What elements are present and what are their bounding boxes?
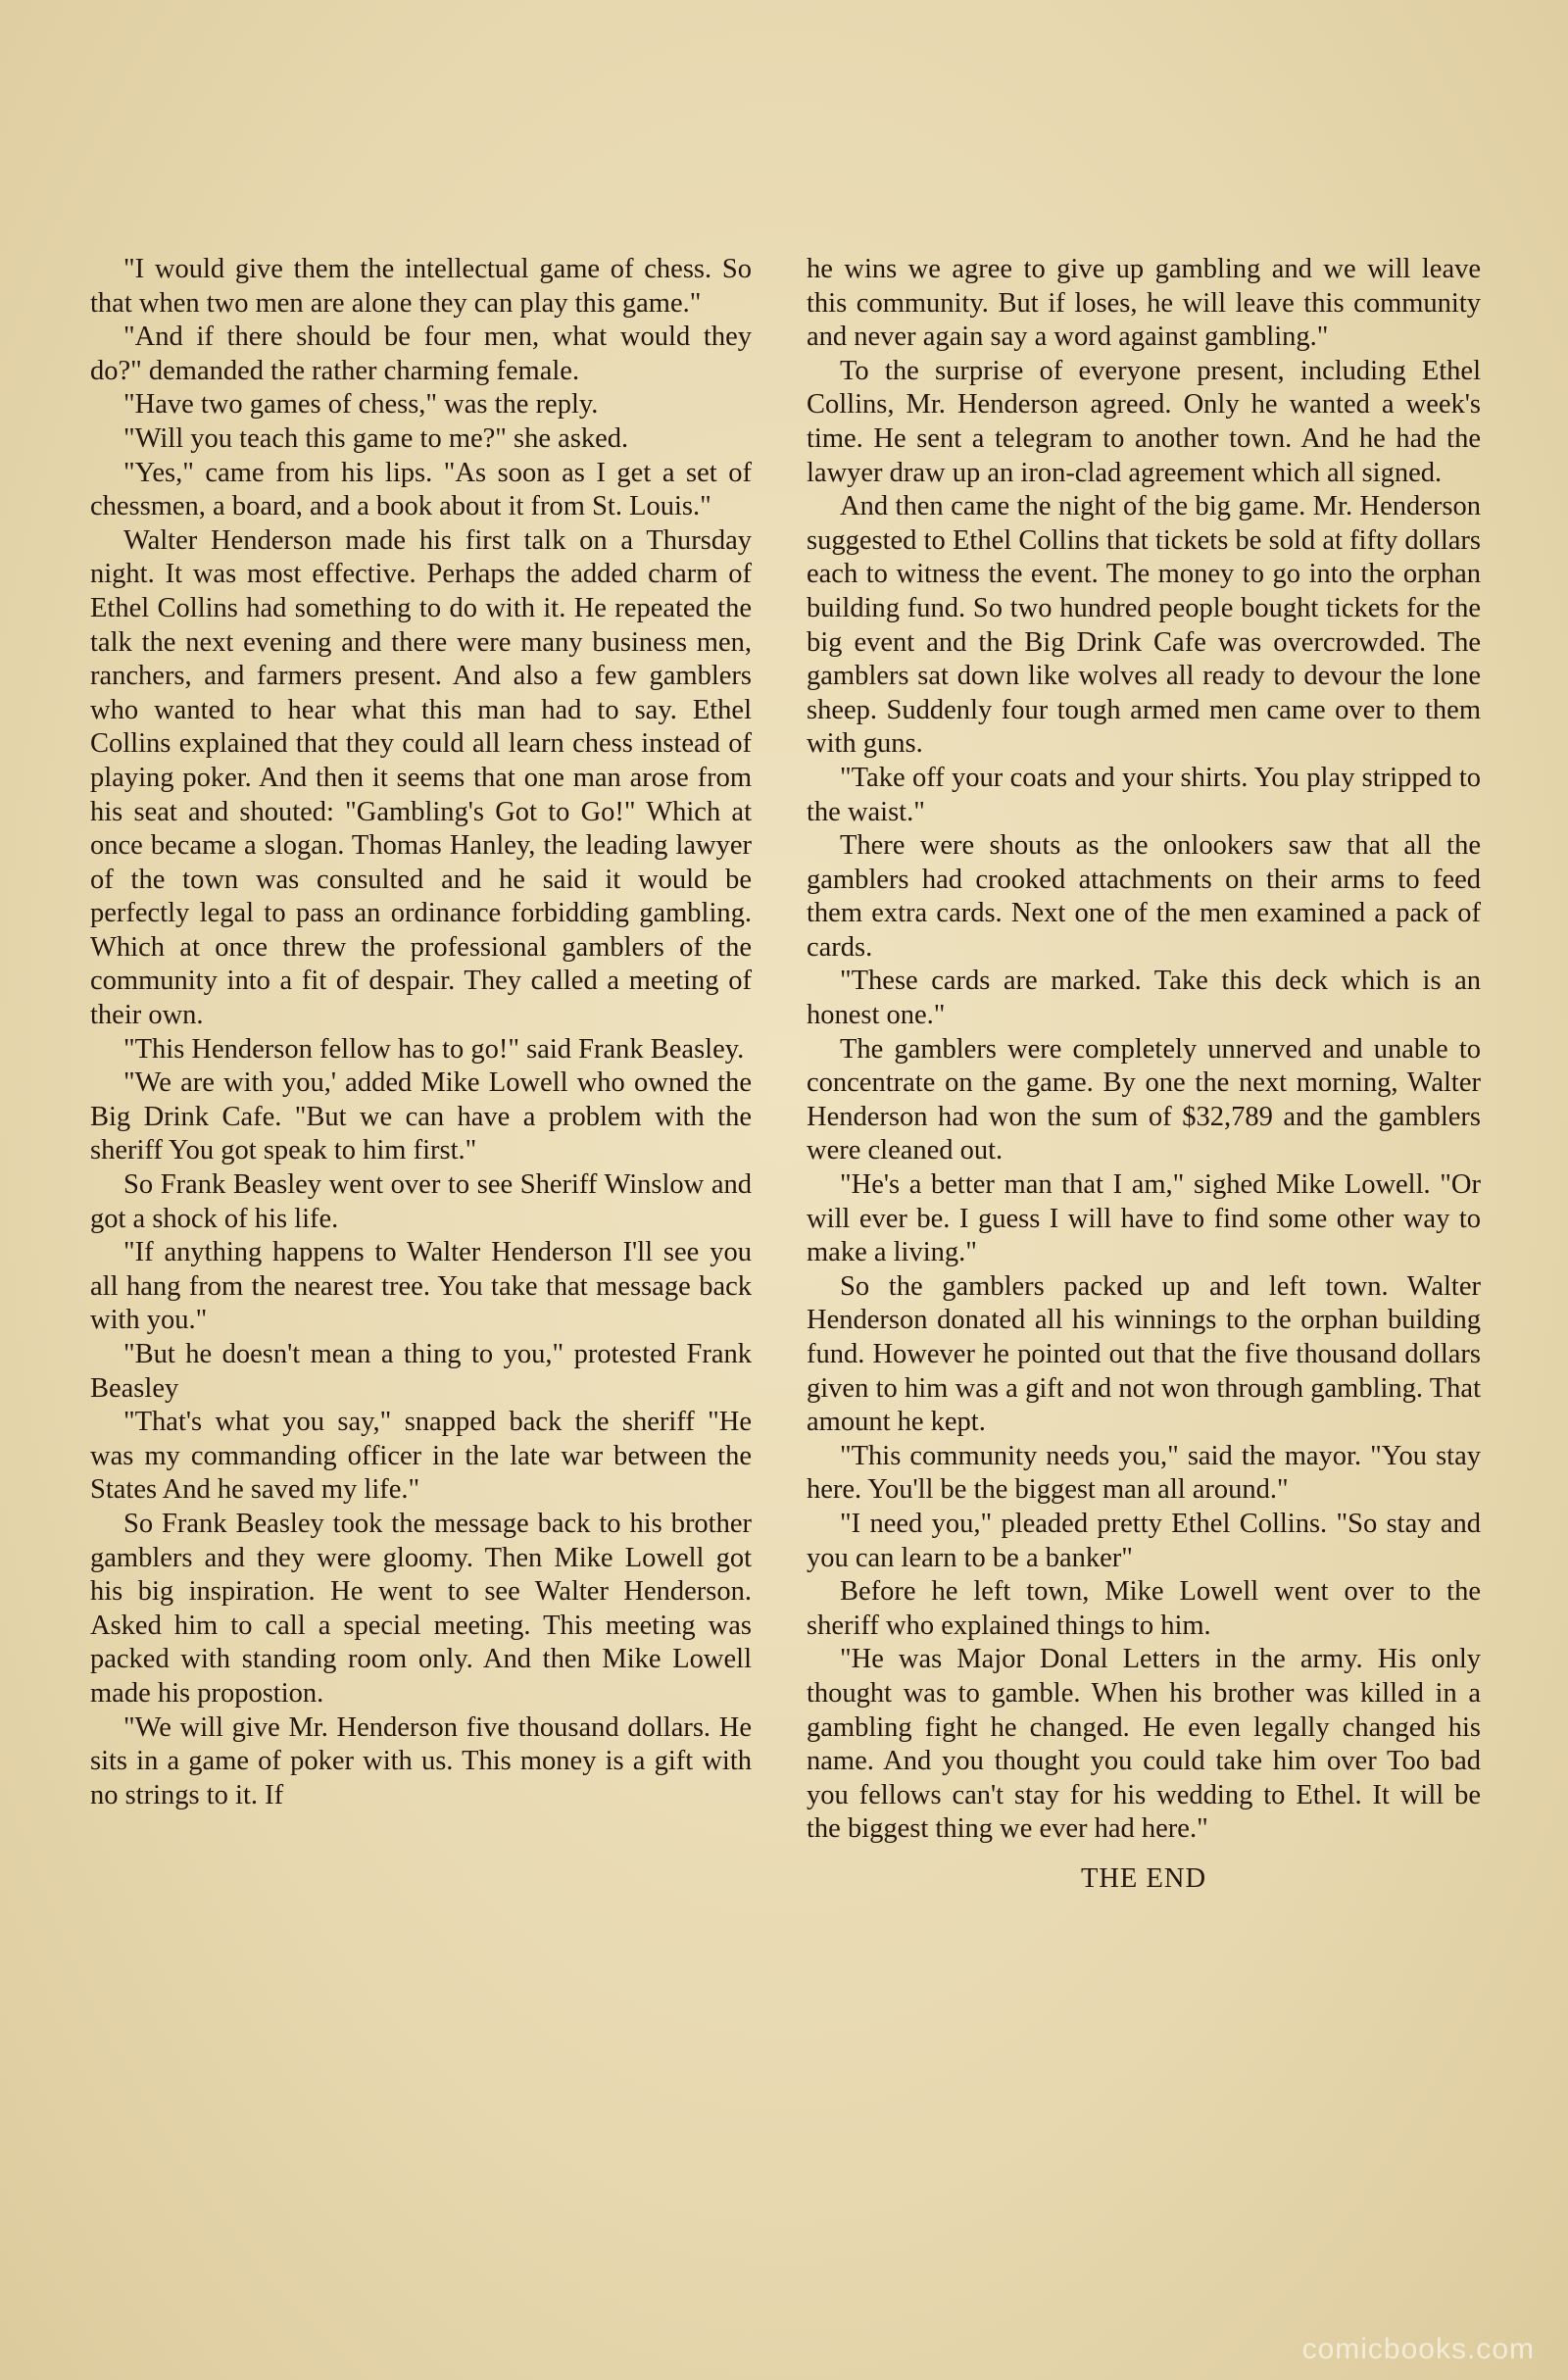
- right-paragraph: "Take off your coats and your shirts. You play stripped to the waist.": [807, 762, 1481, 827]
- left-paragraph: "Will you teach this game to me?" she asked.: [123, 422, 629, 454]
- left-paragraph: "This Henderson fellow has to go!" said Frank Beasley.: [123, 1033, 745, 1065]
- left-paragraph: Walter Henderson made his first talk on a Thursday night. It was most effective. Perhaps the added charm of Ethel Collins had something to do with it. He repeated the talk the next evening and there were many business men, ranchers, and farmers present. And also a few gamblers who wanted to hear what this man had to say. Ethel Collins explained that they could all learn chess instead of playing poker. And then it seems that one man arose from his seat and shouted: "Gambling's Got to Go!" Which at once became a slogan. Thomas Hanley, the leading lawyer of the town was consulted and he said it would be perfectly legal to pass an ordinance forbidding gambling. Which at once threw the professional gamblers of the community into a fit of despair. They called a meeting of their own.: [90, 524, 752, 1031]
- left-paragraph: "Yes," came from his lips. "As soon as I get a set of chessmen, a board, and a book about it from St. Louis.": [90, 457, 752, 522]
- right-paragraph: "I need you," pleaded pretty Ethel Collins. "So stay and you can learn to be a banker": [807, 1508, 1481, 1573]
- right-column: [807, 253, 1481, 1897]
- left-paragraph: So Frank Beasley went over to see Sheriff Winslow and got a shock of his life.: [90, 1169, 752, 1234]
- right-paragraph: Before he left town, Mike Lowell went over to the sheriff who explained things to him.: [807, 1576, 1481, 1641]
- the-end-label: THE END: [1080, 1862, 1207, 1894]
- right-paragraph: To the surprise of everyone present, including Ethel Collins, Mr. Henderson agreed. Only he wanted a week's time. He sent a telegram to another town. And he had the lawyer draw up an iron-clad agreement which all signed.: [807, 355, 1481, 488]
- left-paragraph: "If anything happens to Walter Henderson I'll see you all hang from the nearest tree. You take that message back with you.": [90, 1237, 752, 1336]
- right-paragraph: There were shouts as the onlookers saw that all the gamblers had crooked attachments on their arms to feed them extra cards. Next one of the men examined a pack of cards.: [807, 830, 1481, 963]
- right-continuation-paragraph: he wins we agree to give up gambling and we will leave this community. But if loses, he will leave this community and never again say a word against gambling.": [807, 254, 1481, 353]
- right-paragraph: The gamblers were completely unnerved and unable to concentrate on the game. By one the next morning, Walter Henderson had won the sum of $32,789 and the gamblers were cleaned out.: [807, 1033, 1481, 1166]
- left-paragraph: So Frank Beasley took the message back to his brother gamblers and they were gloomy. Then Mike Lowell got his big inspiration. He went to see Walter Henderson. Asked him to call a special meeting. This meeting was packed with standing room only. And then Mike Lowell made his propostion.: [90, 1508, 752, 1709]
- left-column: [90, 253, 752, 1812]
- right-paragraph: "These cards are marked. Take this deck which is an honest one.": [807, 966, 1481, 1031]
- left-paragraph: "I would give them the intellectual game of chess. So that when two men are alone they can play this game.": [90, 254, 752, 319]
- left-paragraph: "Have two games of chess," was the reply.: [123, 389, 599, 421]
- right-paragraph: "He was Major Donal Letters in the army. His only thought was to gamble. When his brother was killed in a gambling fight he changed. He even legally changed his name. And you thought you could take him over Too bad you fellows can't stay for his wedding to Ethel. It will be the biggest thing we ever had here.": [807, 1644, 1481, 1845]
- left-paragraph: "That's what you say," snapped back the sheriff "He was my commanding officer in the late war between the States And he saved my life.": [90, 1407, 752, 1506]
- left-paragraph: "But he doesn't mean a thing to you," protested Frank Beasley: [90, 1339, 752, 1404]
- right-paragraph: So the gamblers packed up and left town. Walter Henderson donated all his winnings to the orphan building fund. However he pointed out that the five thousand dollars given to him was a gift and not won through gambling. That amount he kept.: [807, 1270, 1481, 1438]
- right-paragraph: And then came the night of the big game. Mr. Henderson suggested to Ethel Collins that tickets be sold at fifty dollars each to witness the event. The money to go into the orphan building fund. So two hundred people bought tickets for the big event and the Big Drink Cafe was overcrowded. The gamblers sat down like wolves all ready to devour the lone sheep. Suddenly four tough armed men came over to them with guns.: [807, 491, 1481, 760]
- left-paragraph: "We are with you,' added Mike Lowell who owned the Big Drink Cafe. "But we can have a problem with the sheriff You got speak to him first.": [90, 1067, 752, 1166]
- left-paragraph: "We will give Mr. Henderson five thousand dollars. He sits in a game of poker with us. This money is a gift with no strings to it. If: [90, 1711, 752, 1810]
- right-paragraph: "He's a better man that I am," sighed Mike Lowell. "Or will ever be. I guess I will have to find some other way to make a living.": [807, 1169, 1481, 1268]
- watermark: comicbooks.com: [1301, 2333, 1535, 2365]
- right-paragraph: "This community needs you," said the mayor. "You stay here. You'll be the biggest man all around.": [807, 1440, 1481, 1506]
- left-paragraph: "And if there should be four men, what would they do?" demanded the rather charming female.: [90, 322, 752, 386]
